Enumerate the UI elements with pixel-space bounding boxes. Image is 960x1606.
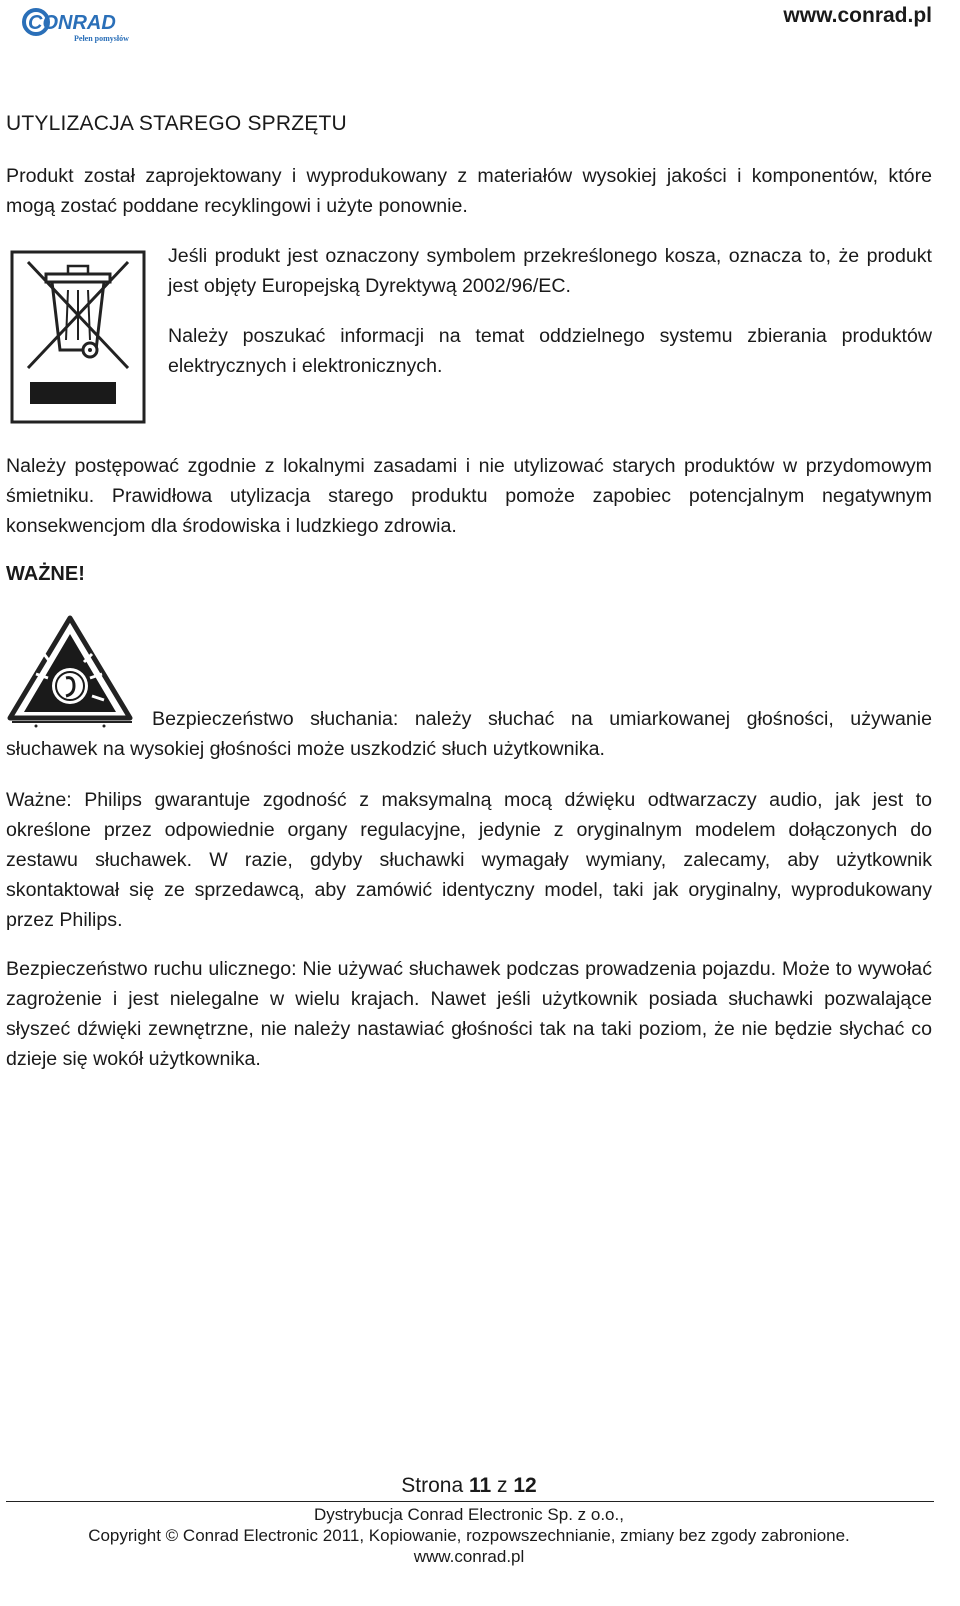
philips-note-paragraph: Ważne: Philips gwarantuje zgodność z maksymalną mocą dźwięku odtwarzaczy audio, jak jest to określone przez odpowiednie organy regulacyjne, jedynie z oryginalnym modelem dołączonych do zestawu słuchawek. W razie, gdyby słuchawki wymagały wymiany, zalecamy, aby użytkownik skontaktował się ze sprzedawcą, aby zamówić identyczny model, taki jak oryginalny, wyprodukowany przez Philips. [6, 789, 932, 931]
footer-distribution: Dystrybucja Conrad Electronic Sp. z o.o., [314, 1505, 624, 1524]
page-current: 11 [468, 1474, 492, 1497]
page-total: 12 [513, 1474, 537, 1497]
weee-paragraph-2: Należy poszukać informacji na temat oddzielnego systemu zbierania produktów elektrycznych i elektronicznych. [168, 325, 932, 377]
conrad-logo [22, 6, 140, 44]
local-rules-paragraph: Należy postępować zgodnie z lokalnymi zasadami i nie utylizować starych produktów w przydomowym śmietniku. Prawidłowa utylizacja starego produktu pomoże zapobiec potencjalnym negatywnym konsekwencjom dla środowiska i ludzkiego zdrowia. [6, 455, 932, 537]
hearing-safety-paragraph: Bezpieczeństwo słuchania: należy słuchać na umiarkowanej głośności, używanie słuchawek na wysokiej głośności może uszkodzić słuch użytkownika. [6, 708, 932, 760]
footer-copyright: Copyright © Conrad Electronic 2011, Kopiowanie, rozpowszechnianie, zmiany bez zgody zabronione. [88, 1526, 850, 1545]
intro-paragraph: Produkt został zaprojektowany i wyprodukowany z materiałów wysokiej jakości i komponentów, które mogą zostać poddane recyklingowi i użyte ponownie. [6, 165, 932, 217]
weee-paragraph-1: Jeśli produkt jest oznaczony symbolem przekreślonego kosza, oznacza to, że produkt jest objęty Europejską Dyrektywą 2002/96/EC. [168, 245, 932, 297]
section-heading: UTYLIZACJA STAREGO SPRZĘTU [6, 112, 347, 135]
footer-url[interactable]: www.conrad.pl [413, 1547, 525, 1566]
page-number [0, 1474, 938, 1498]
footer-divider [6, 1501, 934, 1502]
page-separator: z [497, 1474, 508, 1497]
logo-text: CONRAD [28, 12, 116, 34]
traffic-safety-paragraph: Bezpieczeństwo ruchu ulicznego: Nie używać słuchawek podczas prowadzenia pojazdu. Może to wywołać zagrożenie i jest nielegalne w wielu krajach. Nawet jeśli użytkownik posiada słuchawki pozwalające słyszeć dźwięki zewnętrzne, nie należy nastawiać głośności tak na taki poziom, że nie będzie słychać co dzieje się wokół użytkownika. [6, 958, 932, 1070]
important-label: WAŻNE! [6, 563, 85, 585]
logo-tagline: Pełen pomysłów [74, 34, 129, 43]
page-prefix: Strona [401, 1474, 464, 1497]
crossed-out-bin-icon [10, 250, 146, 424]
header-site-url[interactable]: www.conrad.pl [783, 4, 932, 27]
